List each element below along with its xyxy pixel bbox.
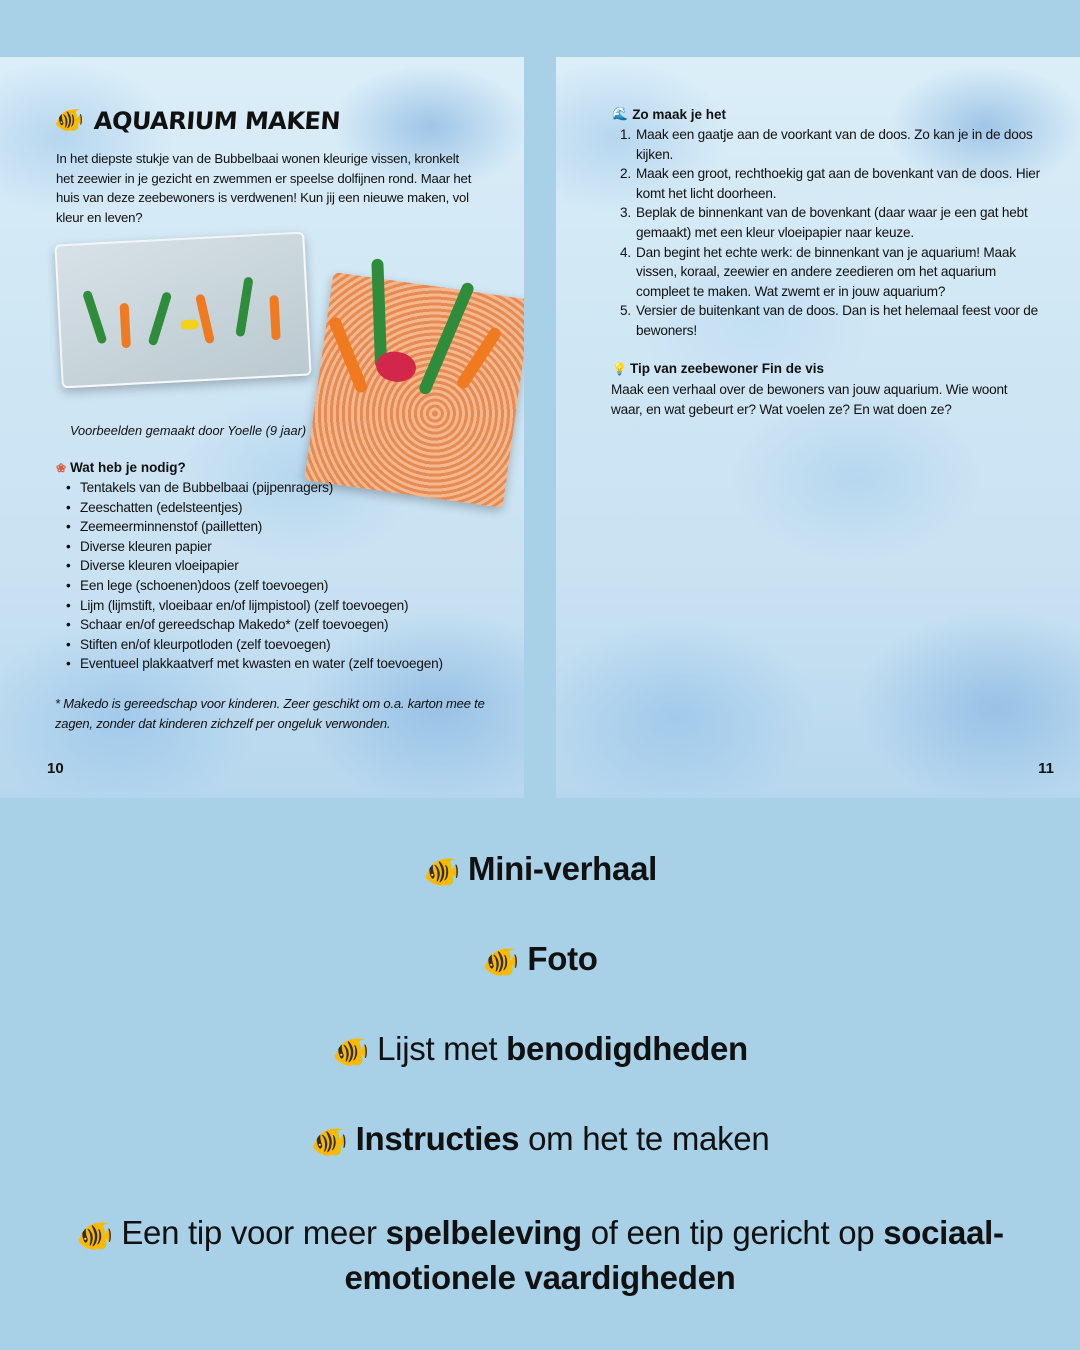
needs-heading (56, 460, 186, 475)
feature-text: of een tip gericht op (581, 1214, 884, 1251)
aquarium-photo-box (54, 232, 311, 389)
step-number: 4. (620, 244, 631, 260)
wave-icon: 🌊 (612, 106, 629, 121)
title-row (54, 107, 340, 135)
instructions-list (620, 125, 1040, 341)
step-text: Maak een groot, rechthoekig gat aan de bovenkant van de doos. Hier komt het licht doorheen. (636, 166, 1040, 201)
tip-heading (612, 361, 824, 376)
list-item (620, 243, 1040, 302)
instructions-heading (612, 106, 726, 122)
feature-photo (0, 940, 1080, 978)
photo-caption: Voorbeelden gemaakt door Yoelle (9 jaar) (70, 423, 307, 438)
feature-bold: Foto (527, 940, 598, 977)
right-page (556, 57, 1080, 798)
step-text: Versier de buitenkant van de doos. Dan is het helemaal feest voor de bewoners! (636, 303, 1039, 338)
coral-icon: ❀ (56, 460, 67, 475)
list-item: • Zeeschatten (edelsteentjes) (66, 498, 443, 518)
left-page (0, 57, 524, 798)
tropical-fish-icon: 🐠 (482, 946, 520, 979)
list-item: • Schaar en/of gereedschap Makedo* (zelf toevoegen) (66, 615, 443, 635)
tip-text: Maak een verhaal over de bewoners van jouw aquarium. Wie woont waar, en wat gebeurt er? Wat voelen ze? En wat doen ze? (611, 382, 1008, 417)
tropical-fish-icon: 🐠 (422, 856, 461, 889)
list-item: • Stiften en/of kleurpotloden (zelf toevoegen) (66, 635, 443, 655)
step-number: 1. (620, 127, 631, 142)
feature-bold: sociaal-emotionele vaardigheden (344, 1214, 1004, 1296)
list-item (620, 164, 1040, 203)
feature-bold: Instructies (355, 1120, 520, 1157)
page-number: 11 (1038, 760, 1054, 777)
tip-heading-label: Tip van zeebewoner Fin de vis (629, 361, 825, 376)
feature-bold: spelbeleving (385, 1214, 582, 1251)
step-text: Beplak de binnenkant van de bovenkant (daar waar je een gat hebt gemaakt) met een kleur vloeipapier naar keuze. (636, 205, 1028, 240)
footnote: * Makedo is gereedschap voor kinderen. Zeer geschikt om o.a. karton mee te zagen, zonder dat kinderen zichzelf per ongeluk verwonden. (55, 696, 485, 731)
step-text: Dan begint het echte werk: de binnenkant van je aquarium! Maak vissen, koraal, zeewier en andere zeedieren om het aquarium compleet te maken. Wat zwemt er in jouw aquarium? (636, 244, 1016, 299)
feature-tip (0, 1210, 1080, 1300)
page-title: AQUARIUM MAKEN (92, 107, 341, 135)
feature-bold: Mini-verhaal (468, 850, 658, 887)
feature-bold: benodigdheden (506, 1030, 748, 1067)
feature-supplies-list (0, 1030, 1080, 1068)
list-item: • Tentakels van de Bubbelbaai (pijpenragers) (66, 478, 443, 498)
list-item: • Lijm (lijmstift, vloeibaar en/of lijmpistool) (zelf toevoegen) (66, 596, 443, 616)
intro-text: In het diepste stukje van de Bubbelbaai wonen kleurige vissen, kronkelt het zeewier in je gezicht en zwemmen er speelse dolfijnen rond. Maar het huis van deze zeebewoners is verdwenen! Kun jij een nieuwe maken, vol kleur en leven? (56, 151, 472, 225)
step-number: 5. (620, 303, 631, 319)
light-bulb-icon: 💡 (612, 361, 627, 376)
list-item: • Diverse kleuren vloeipapier (66, 556, 443, 576)
list-item (620, 301, 1040, 340)
list-item (620, 203, 1040, 242)
step-number: 2. (620, 166, 631, 182)
list-item: • Zeemeerminnenstof (pailletten) (66, 517, 443, 537)
needs-list (66, 478, 443, 674)
list-item (620, 125, 1040, 164)
step-number: 3. (620, 205, 631, 221)
feature-mini-story (0, 850, 1080, 888)
list-item: • Eventueel plakkaatverf met kwasten en water (zelf toevoegen) (66, 654, 443, 674)
feature-text: om het te maken (519, 1120, 770, 1157)
feature-instructions (0, 1120, 1080, 1158)
tropical-fish-icon: 🐠 (310, 1126, 348, 1159)
page-number: 10 (47, 760, 64, 777)
list-item: • Een lege (schoenen)doos (zelf toevoegen) (66, 576, 443, 596)
feature-text: Lijst met (377, 1030, 507, 1067)
step-text: Maak een gaatje aan de voorkant van de doos. Zo kan je in de doos kijken. (636, 127, 1033, 162)
tropical-fish-icon: 🐠 (54, 107, 84, 134)
instructions-heading-label: Zo maak je het (632, 106, 726, 122)
tropical-fish-icon: 🐠 (76, 1220, 114, 1253)
needs-heading-label: Wat heb je nodig? (70, 460, 186, 475)
list-item: • Diverse kleuren papier (66, 537, 443, 557)
feature-text: Een tip voor meer (121, 1214, 386, 1251)
aquarium-photo-crab (304, 272, 524, 508)
tropical-fish-icon: 🐠 (332, 1036, 370, 1069)
